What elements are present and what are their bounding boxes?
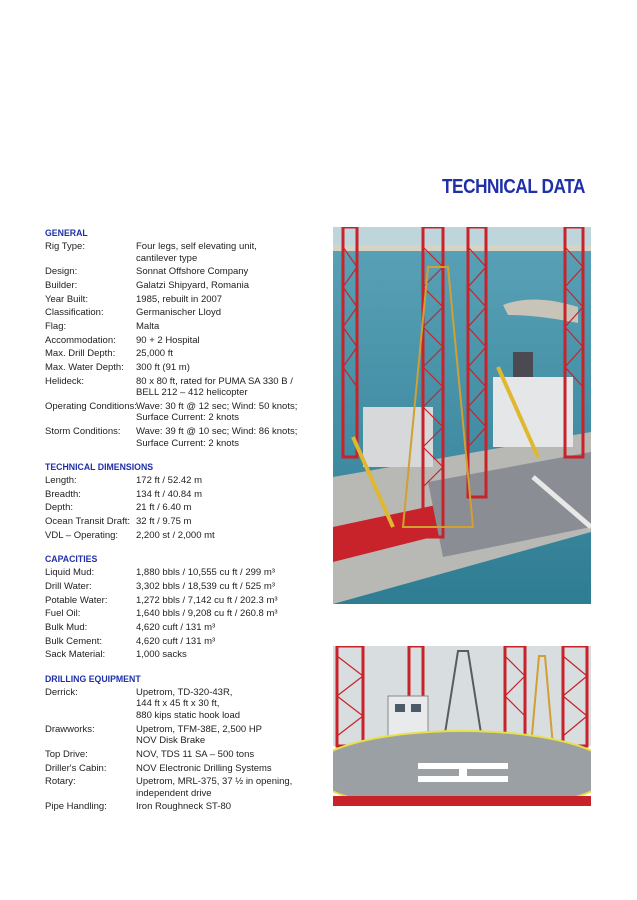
spec-value: Galatzi Shipyard, Romania	[136, 279, 249, 291]
section-general	[45, 228, 325, 449]
spec-row	[45, 516, 325, 528]
spec-row	[45, 241, 325, 264]
spec-label: Sack Material:	[45, 649, 106, 661]
spec-label: Top Drive:	[45, 748, 88, 760]
spec-value: Sonnat Offshore Company	[136, 266, 249, 278]
spec-label: Drill Water:	[45, 581, 92, 592]
spec-value: Iron Roughneck ST-80	[136, 801, 232, 813]
spec-row	[45, 348, 325, 360]
spec-row	[45, 280, 325, 292]
spec-value: 32 ft / 9.75 m	[136, 516, 192, 528]
spec-row	[45, 649, 325, 661]
spec-value: Malta	[136, 320, 160, 332]
spec-label: Classification:	[45, 307, 104, 319]
spec-value: Upetrom, TFM-38E, 2,500 HP NOV Disk Brake	[136, 723, 263, 747]
spec-row	[45, 502, 325, 514]
spec-label: Ocean Transit Draft:	[45, 516, 131, 528]
spec-label: Bulk Cement:	[45, 635, 103, 647]
spec-label: Fuel Oil:	[45, 608, 81, 620]
spec-row	[45, 321, 325, 333]
spec-row	[45, 475, 325, 487]
spec-row	[45, 581, 325, 593]
spec-value: 300 ft (91 m)	[136, 362, 190, 373]
spec-value: Wave: 39 ft @ 10 sec; Wind: 86 knots; Surface Current: 2 knots	[136, 426, 298, 449]
spec-value: 3,302 bbls / 18,539 cu ft / 525 m³	[136, 581, 275, 592]
spec-value: Upetrom, MRL-375, 37 ½ in opening, independent drive	[136, 776, 293, 799]
spec-label: VDL – Operating:	[45, 529, 119, 541]
spec-label: Accommodation:	[45, 334, 116, 346]
spec-value: 1,000 sacks	[136, 649, 187, 661]
spec-label: Rig Type:	[45, 241, 85, 252]
section-heading: GENERAL	[45, 228, 88, 239]
spec-value: 4,620 cuft / 131 m³	[136, 622, 216, 634]
spec-label: Helideck:	[45, 375, 85, 387]
spec-row	[45, 801, 325, 813]
spec-value: 2,200 st / 2,000 mt	[136, 529, 215, 541]
section-heading: CAPACITIES	[45, 554, 98, 566]
section-capacities	[45, 554, 325, 661]
spec-label: Operating Conditions:	[45, 400, 137, 412]
spec-label: Drawworks:	[45, 723, 95, 735]
spec-value: 21 ft / 6.40 m	[136, 502, 192, 514]
spec-value: Four legs, self elevating unit, cantilever type	[136, 241, 257, 264]
spec-value: 172 ft / 52.42 m	[136, 475, 203, 487]
spec-label: Driller's Cabin:	[45, 762, 107, 774]
spec-row	[45, 595, 325, 607]
spec-label: Potable Water:	[45, 594, 108, 606]
spec-label: Bulk Mud:	[45, 622, 88, 634]
spec-row	[45, 567, 325, 579]
spec-row	[45, 426, 325, 449]
spec-label: Max. Water Depth:	[45, 362, 124, 373]
spec-label: Builder:	[45, 279, 78, 291]
spec-row	[45, 687, 325, 722]
spec-row	[45, 763, 325, 775]
spec-row	[45, 266, 325, 278]
spec-label: Depth:	[45, 502, 73, 514]
spec-row	[45, 307, 325, 319]
helideck-photo-illustration	[333, 646, 591, 806]
spec-row	[45, 294, 325, 306]
spec-label: Pipe Handling:	[45, 801, 107, 813]
page-title: TECHNICAL DATA	[441, 176, 585, 198]
spec-row	[45, 376, 325, 399]
spec-row	[45, 489, 325, 501]
section-drilling-equipment	[45, 674, 325, 813]
spec-label: Year Built:	[45, 293, 88, 305]
spec-value: Germanischer Lloyd	[136, 307, 222, 319]
spec-row	[45, 636, 325, 648]
spec-label: Max. Drill Depth:	[45, 348, 116, 360]
spec-label: Design:	[45, 266, 78, 278]
spec-value: 4,620 cuft / 131 m³	[136, 635, 216, 647]
spec-row	[45, 749, 325, 761]
section-heading: TECHNICAL DIMENSIONS	[45, 462, 154, 474]
spec-value: 80 x 80 ft, rated for PUMA SA 330 B / BELL 212 – 412 helicopter	[136, 375, 293, 399]
spec-column	[45, 228, 325, 826]
spec-value: Wave: 30 ft @ 12 sec; Wind: 50 knots; Surface Current: 2 knots	[136, 400, 298, 424]
spec-row	[45, 401, 325, 424]
spec-label: Length:	[45, 475, 77, 487]
spec-label: Breadth:	[45, 488, 81, 500]
spec-label: Storm Conditions:	[45, 426, 121, 438]
spec-value: 1,272 bbls / 7,142 cu ft / 202.3 m³	[136, 594, 278, 606]
spec-row	[45, 608, 325, 620]
spec-value: Upetrom, TD-320-43R, 144 ft x 45 ft x 30 ft, 880 kips static hook load	[136, 686, 241, 721]
spec-value: 1,640 bbls / 9,208 cu ft / 260.8 m³	[136, 608, 278, 620]
spec-value: 90 + 2 Hospital	[136, 334, 200, 346]
spec-row	[45, 622, 325, 634]
spec-value: 1985, rebuilt in 2007	[136, 293, 223, 305]
spec-row	[45, 362, 325, 374]
spec-label: Rotary:	[45, 776, 76, 788]
spec-value: 134 ft / 40.84 m	[136, 488, 203, 500]
section-technical-dimensions	[45, 462, 325, 541]
spec-row	[45, 335, 325, 347]
rig-photo	[333, 227, 591, 604]
spec-value: NOV, TDS 11 SA – 500 tons	[136, 748, 255, 760]
spec-label: Flag:	[45, 320, 67, 332]
spec-value: NOV Electronic Drilling Systems	[136, 762, 272, 774]
spec-value: 25,000 ft	[136, 348, 173, 360]
spec-row	[45, 724, 325, 747]
spec-row	[45, 530, 325, 542]
spec-label: Derrick:	[45, 686, 78, 698]
spec-row	[45, 776, 325, 799]
rig-photo-illustration	[333, 227, 591, 604]
section-heading: DRILLING EQUIPMENT	[45, 673, 141, 685]
spec-value: 1,880 bbls / 10,555 cu ft / 299 m³	[136, 567, 275, 579]
helideck-photo	[333, 646, 591, 806]
spec-label: Liquid Mud:	[45, 567, 95, 579]
